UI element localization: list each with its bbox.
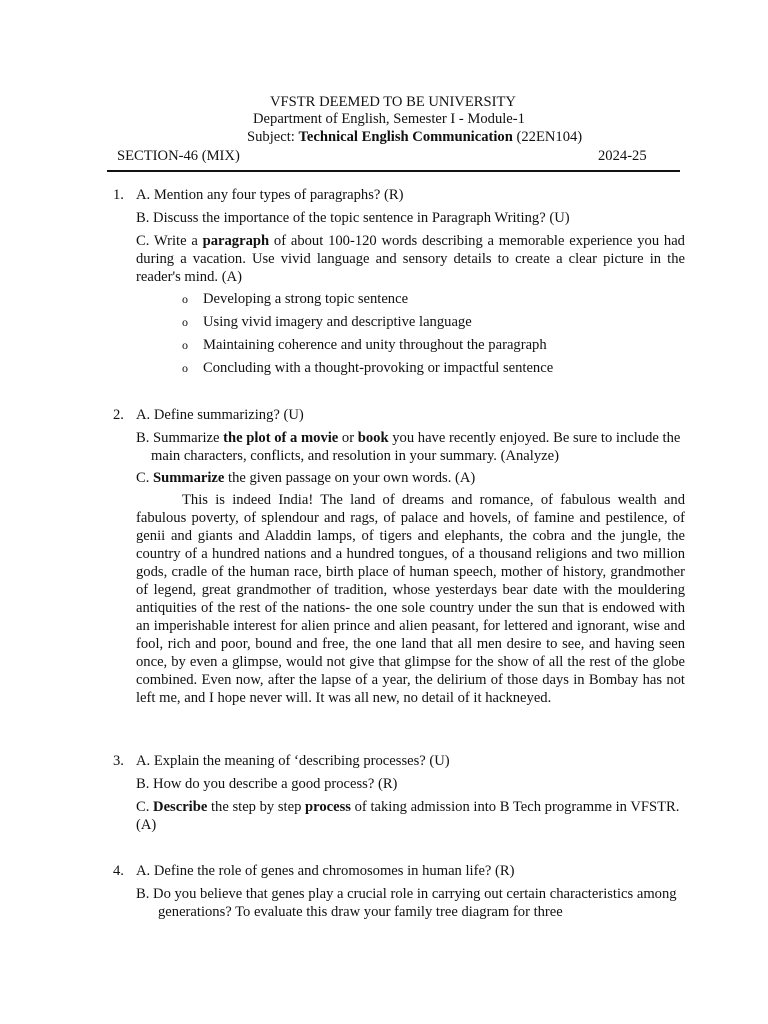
subject-name: Technical English Communication (298, 129, 513, 145)
question-2-passage: This is indeed India! The land of dreams and romance, of fabulous wealth and fabulous poverty, of splendour and rags, of palace and hovels, of famine and pestilence, of genii and giants and Aladdin lamps, of tigers and elephants, the cobra and the jungle, the country of a hundred nations and a hundred tongues, of a thousand religions and two million gods, cradle of the human race, birth place of human speech, mother of history, grandmother of legend, great grandmother of tradition, whose yesterdays bear date with the mouldering antiquities of the rest of the nations- the one sole country under the sun that is endowed with an imperishable interest for alien prince and alien peasant, for lettered and ignorant, wise and fool, rich and poor, bound and free, the one land that all men desire to see, and having seen once, by even a glimpse, would not give that glimpse for the show of all the rest of the globe combined. Even now, after the lapse of a year, the delirium of those days in Bombay has not left me, and I hope never will. It was all new, no detail of it hackneyed. (136, 492, 685, 706)
question-1-part-b: B. Discuss the importance of the topic sentence in Paragraph Writing? (U) (136, 210, 570, 226)
academic-year: 2024-25 (598, 148, 647, 164)
subject-code: (22EN104) (512, 129, 583, 145)
question-number: 1. (113, 187, 124, 203)
header-divider (107, 170, 680, 172)
question-4-part-b: B. Do you believe that genes play a crucial role in carrying out certain characteristics among generations? To evaluate this draw your family tree diagram for three (136, 886, 677, 920)
question-3-part-a: A. Explain the meaning of ‘describing processes? (U) (136, 753, 450, 769)
question-3-part-b: B. How do you describe a good process? (R) (136, 776, 398, 792)
question-2-part-b: B. Summarize the plot of a movie or book you have recently enjoyed. Be sure to include the main characters, conflicts, and resolution in your summary. (Analyze) (136, 430, 681, 464)
question-2-part-a: A. Define summarizing? (U) (136, 407, 304, 423)
question-2-part-c: C. Summarize the given passage on your own words. (A) (136, 470, 476, 486)
section-label: SECTION-46 (MIX) (117, 148, 240, 164)
question-number: 3. (113, 753, 124, 769)
question-4-part-a: A. Define the role of genes and chromosomes in human life? (R) (136, 863, 515, 879)
subject-line: Subject: Technical English Communication (22EN104) (247, 129, 583, 145)
question-1-part-a: A. Mention any four types of paragraphs? (R) (136, 187, 404, 203)
document-page: VFSTR DEEMED TO BE UNIVERSITY Department of English, Semester I - Module-1 Subject: Technical English Communication (22EN104) SECTION-46 (MIX) 2024-25 1. A. Mention any four types of paragraphs? (R) B. Discuss the importance of the topic sentence in Paragraph Writing? (U) C. Write a paragraph of about 100-120 words describing a memorable experience you had during a vacation. Use vivid language and sensory details to create a clear picture in the reader's mind. (A) o Developing a strong topic sentence o Using vivid imagery and descriptive language o Maintaining coherence and unity throughout the paragraph o Concluding with a thought-provoking or impactful sentence 2. A. Define summarizing? (U) B. Summarize the plot of a movie or book you have recently enjoyed. Be sure to include the main characters, conflicts, and resolution in your summary. (Analyze) C. Summarize the given passage on your own words. (A) This is indeed India! The land of dreams and romance, of fabulous wealth and fabulous poverty, of splendour and rags, of palace and hovels, of famine and pestilence, of genii and giants and Aladdin lamps, of tigers and elephants, the cobra and the jungle, the country of a hundred nations and a hundred tongues, of a thousand religions and two million gods, cradle of the human race, birth place of human speech, mother of history, grandmother of legend, great grandmother of tradition, whose yesterdays bear date with the mouldering antiquities of the rest of the nations- the one sole country under the sun that is endowed with an imperishable interest for alien prince and alien peasant, for lettered and ignorant, wise and fool, rich and poor, bound and free, the one land that all men desire to see, and having seen once, by even a glimpse, would not give that glimpse for the show of all the rest of the globe combined. Even now, after the lapse of a year, the delirium of those days in Bombay has not left me, and I hope never will. It was all new, no detail of it hackneyed. 3. A. Explain the meaning of ‘describing processes? (U) B. How do you describe a good process? (R) C. Describe the step by step process of taking admission into B Tech programme in VFSTR. (A) 4. A. Define the role of genes and chromosomes in human life? (R) B. Do you believe that genes play a crucial role in carrying out certain characteristics among generations? To evaluate this draw your family tree diagram for three (0, 0, 768, 1024)
department-line: Department of English, Semester I - Module-1 (253, 111, 525, 127)
question-1-part-c: C. Write a paragraph of about 100-120 words describing a memorable experience you had during a vacation. Use vivid language and sensory details to create a clear picture in the reader's mind. (A) (136, 233, 685, 285)
university-name: VFSTR DEEMED TO BE UNIVERSITY (270, 94, 516, 110)
question-3-part-c: C. Describe the step by step process of taking admission into B Tech programme in VFSTR. (A) (136, 799, 680, 833)
question-number: 2. (113, 407, 124, 423)
question-number: 4. (113, 863, 124, 879)
